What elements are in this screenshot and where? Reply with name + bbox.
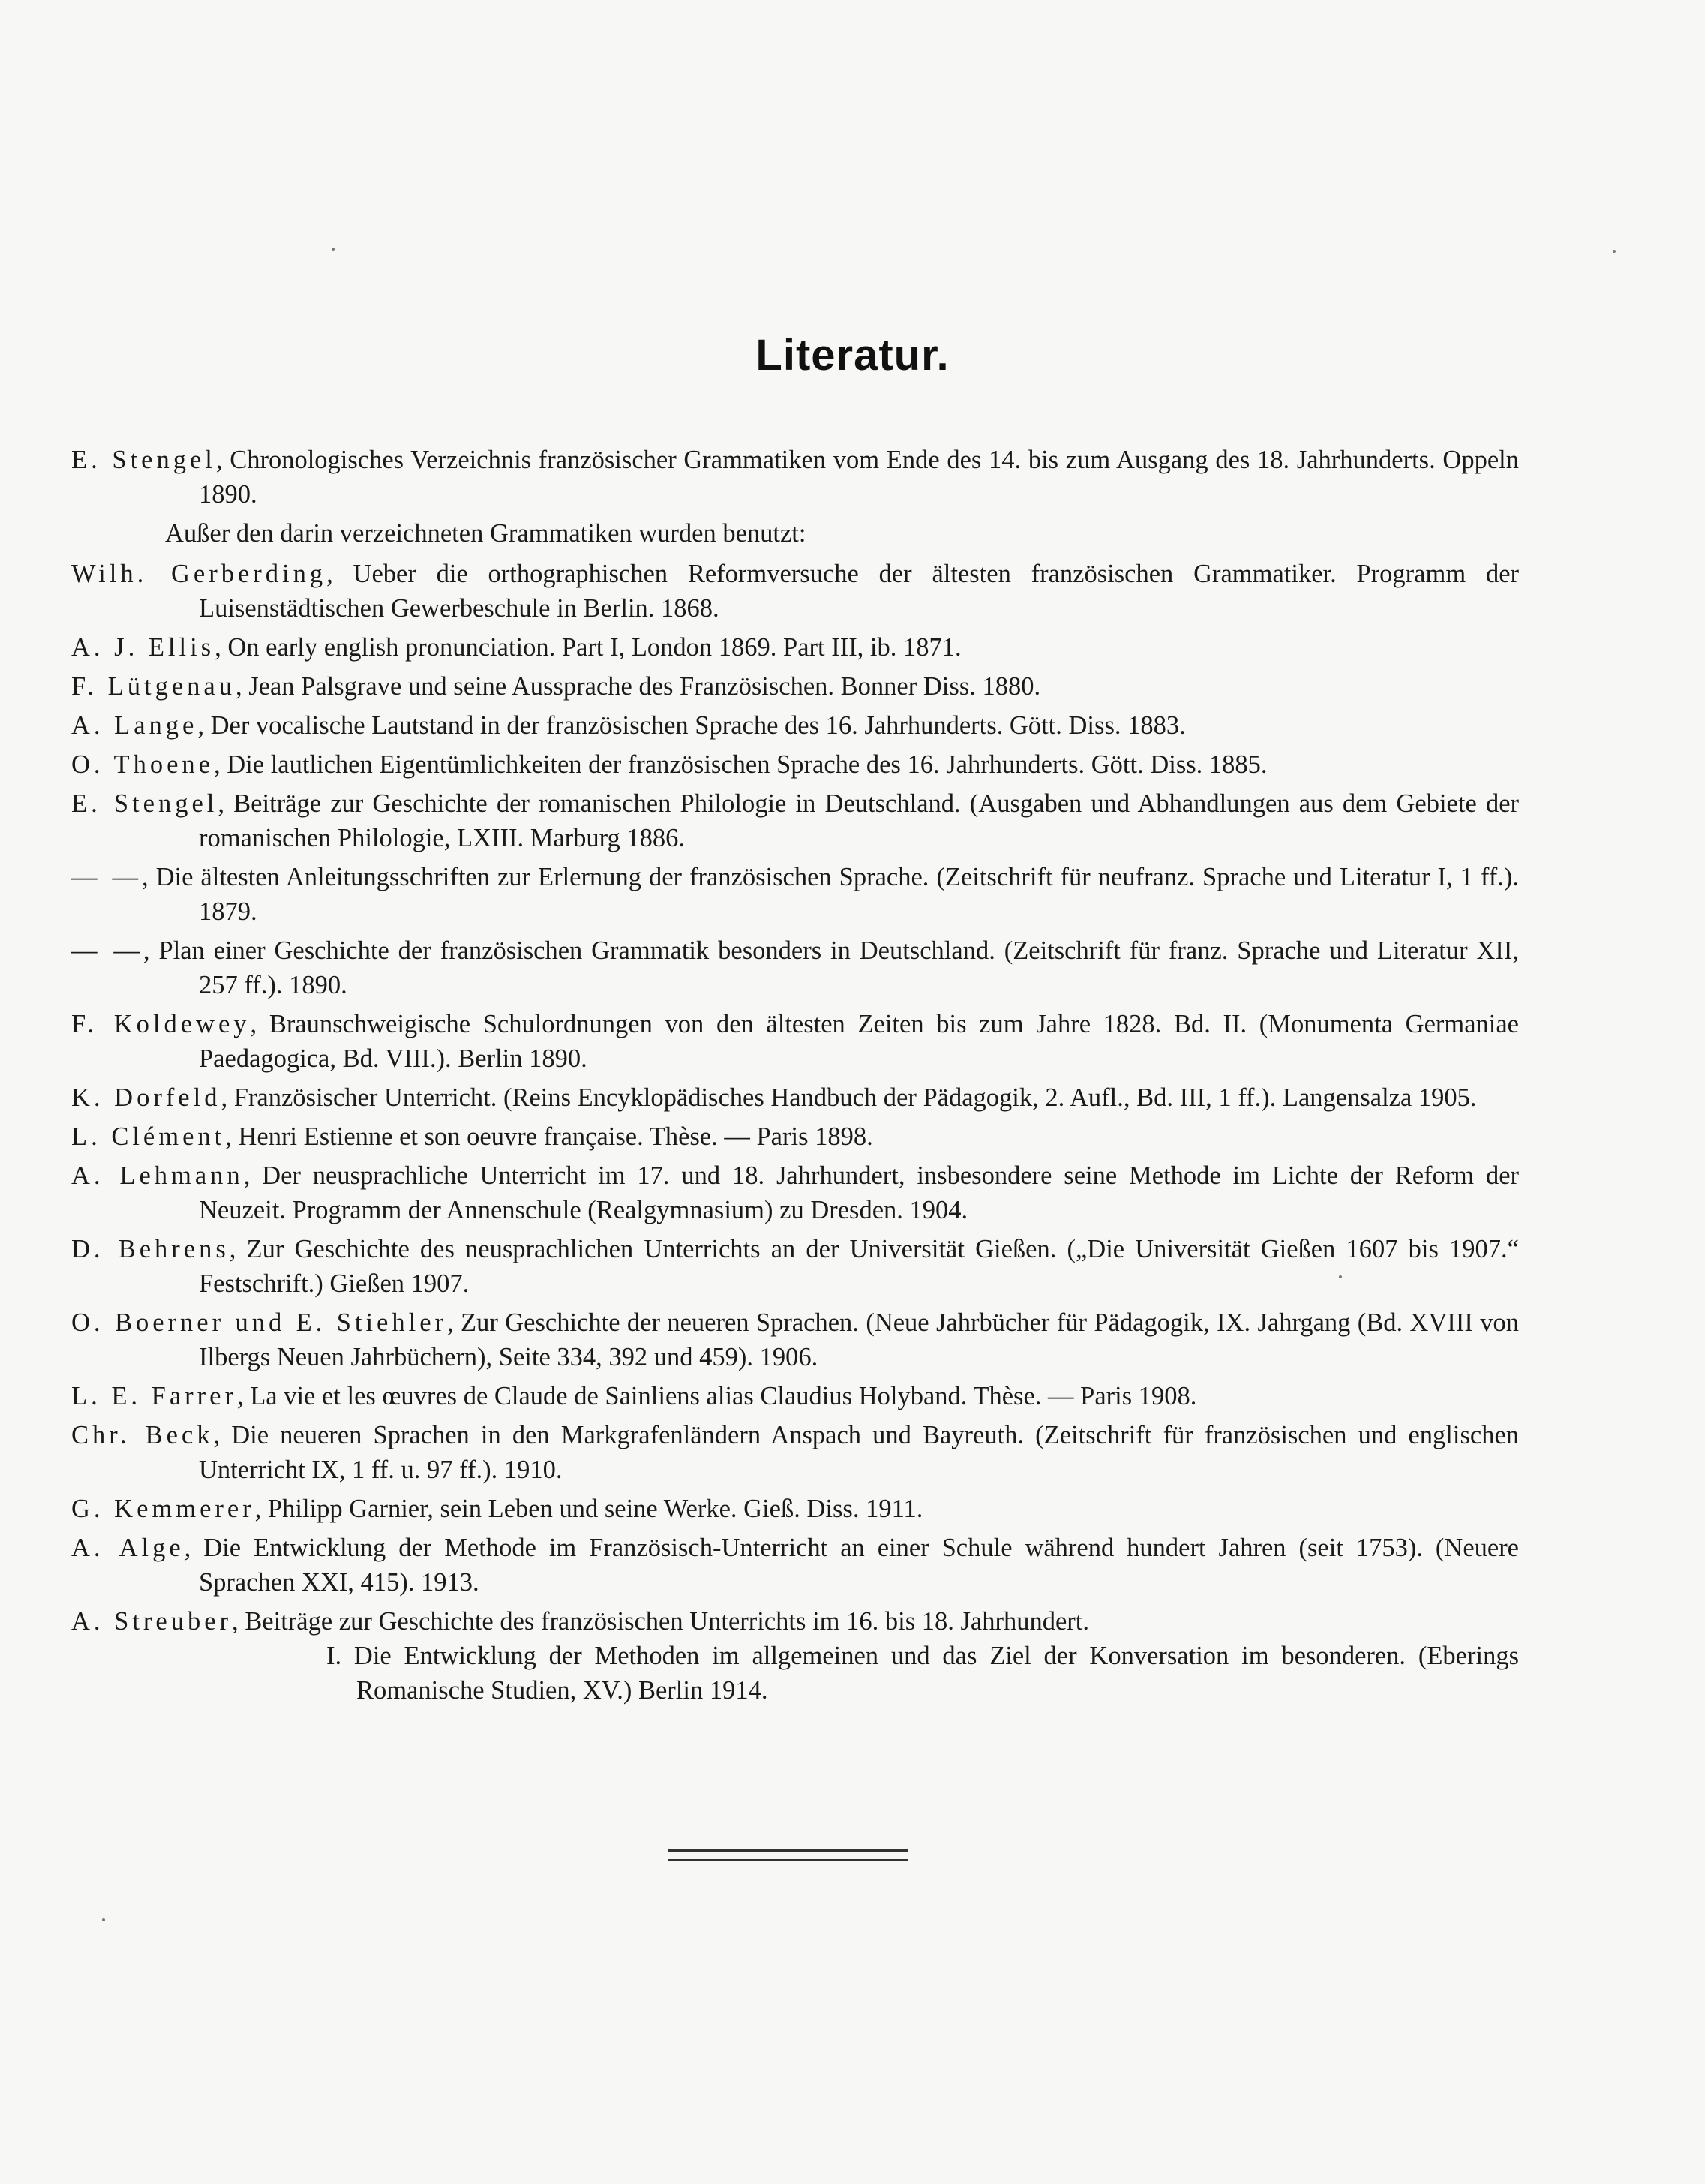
bibliography-entry — [71, 786, 1519, 855]
paper-speck — [102, 1918, 105, 1921]
entry-text: , Französischer Unterricht. (Reins Encyklopädisches Handbuch der Pädagogik, 2. Aufl., Bd. III, 1 ff.). Langensalza 1905. — [221, 1083, 1477, 1112]
entry-author: A. J. Ellis — [71, 633, 215, 662]
entry-text: , Philipp Garnier, sein Leben und seine Werke. Gieß. Diss. 1911. — [254, 1495, 923, 1523]
bibliography-entry — [71, 1418, 1519, 1487]
bibliography-entry — [71, 1492, 1519, 1526]
entry-text: , Die lautlichen Eigentümlichkeiten der französischen Sprache des 16. Jahrhunderts. Gött. Diss. 1885. — [214, 750, 1268, 779]
entry-text: , Die ältesten Anleitungsschriften zur Erlernung der französischen Sprache. (Zeitschrift für neufranz. Sprache und Literatur I, 1 ff.). 1879. — [142, 863, 1519, 926]
entry-author: D. Behrens — [71, 1235, 230, 1263]
entry-author: — — — [71, 863, 142, 891]
bibliography-entry — [71, 1604, 1519, 1708]
entry-text: , Zur Geschichte der neueren Sprachen. (Neue Jahrbücher für Pädagogik, IX. Jahrgang (Bd. XVIII von Ilbergs Neuen Jahrbüchern), Seite 334, 392 und 459). 1906. — [199, 1308, 1519, 1371]
entry-author: E. Stengel — [71, 789, 218, 818]
entry-text: , Chronologisches Verzeichnis französischer Grammatiken vom Ende des 14. bis zum Ausgang des 18. Jahrhunderts. Oppeln 1890. — [199, 446, 1519, 509]
entry-author: A. Lange — [71, 711, 198, 740]
entry-text: , La vie et les œuvres de Claude de Sainliens alias Claudius Holyband. Thèse. — Paris 1908. — [236, 1382, 1197, 1410]
bibliography-entry — [71, 1305, 1519, 1374]
bibliography-entry — [71, 557, 1519, 626]
entry-author: A. Streuber — [71, 1607, 233, 1636]
bibliography-entry — [71, 1379, 1519, 1413]
bibliography-entry — [71, 1232, 1519, 1301]
bibliography-entry — [71, 1531, 1519, 1600]
paper-speck — [1339, 1275, 1342, 1278]
entry-text: , Beiträge zur Geschichte des französischen Unterrichts im 16. bis 18. Jahrhundert. — [232, 1607, 1089, 1636]
entry-author: — — — [71, 936, 143, 965]
entry-author: L. E. Farrer — [71, 1382, 237, 1410]
entry-text: , On early english pronunciation. Part I, London 1869. Part III, ib. 1871. — [215, 633, 962, 662]
entry-author: K. Dorfeld — [71, 1083, 221, 1112]
bibliography-entry — [71, 708, 1519, 743]
bibliography-entry — [71, 1119, 1519, 1154]
entry-author: O. Thoene — [71, 750, 214, 779]
entry-author: Wilh. Gerberding — [71, 560, 327, 588]
entry-subitem: I. Die Entwicklung der Methoden im allgemeinen und das Ziel der Konversation im besonderen. (Eberings Romanische Studien, XV.) Berlin 1914. — [326, 1642, 1519, 1705]
entry-author: E. Stengel — [71, 446, 216, 474]
entry-author: F. Lütgenau — [71, 672, 236, 701]
entry-text: , Der vocalische Lautstand in der französischen Sprache des 16. Jahrhunderts. Gött. Diss. 1883. — [197, 711, 1186, 740]
entry-author: O. Boerner und E. Stiehler — [71, 1308, 448, 1337]
entry-text: , Plan einer Geschichte der französischen Grammatik besonders in Deutschland. (Zeitschrift für franz. Sprache und Literatur XII, 257 ff.). 1890. — [143, 936, 1520, 999]
page-title: Literatur. — [755, 331, 950, 380]
bibliography-entry — [71, 860, 1519, 929]
entry-text: , Jean Palsgrave und seine Aussprache des Französischen. Bonner Diss. 1880. — [235, 672, 1041, 701]
entry-text: , Ueber die orthographischen Reformversuche der ältesten französischen Grammatiker. Programm der Luisenstädtischen Gewerbeschule in Berlin. 1868. — [199, 560, 1519, 623]
entry-author: A. Lehmann — [71, 1161, 244, 1190]
entry-text: , Braunschweigische Schulordnungen von den ältesten Zeiten bis zum Jahre 1828. Bd. II. (Monumenta Germaniae Paedagogica, Bd. VIII.). Berlin 1890. — [199, 1010, 1519, 1073]
paper-speck — [332, 248, 335, 251]
closing-double-rule — [668, 1849, 908, 1861]
bibliography-entry — [71, 669, 1519, 704]
entry-author: A. Alge — [71, 1534, 185, 1562]
entry-author: L. Clément — [71, 1122, 226, 1151]
entry-text: , Die Entwicklung der Methode im Französisch-Unterricht an einer Schule während hundert Jahren (seit 1753). (Neuere Sprachen XXI, 415). 1913. — [184, 1534, 1519, 1597]
entry-author: G. Kemmerer — [71, 1495, 255, 1523]
bibliography-note: Außer den darin verzeichneten Grammatiken wurden benutzt: — [165, 519, 806, 548]
bibliography-entry — [71, 933, 1519, 1002]
entry-text: , Beiträge zur Geschichte der romanischen Philologie in Deutschland. (Ausgaben und Abhandlungen aus dem Gebiete der romanischen Philologie, LXIII. Marburg 1886. — [199, 789, 1519, 852]
entry-text: , Die neueren Sprachen in den Markgrafenländern Anspach und Bayreuth. (Zeitschrift für französischen und englischen Unterricht IX, 1 ff. u. 97 ff.). 1910. — [199, 1421, 1520, 1484]
bibliography-entry — [71, 747, 1519, 782]
bibliography-entry — [71, 630, 1519, 665]
bibliography-entry — [71, 1007, 1519, 1076]
bibliography-entry — [71, 443, 1519, 512]
entry-author: F. Koldewey — [71, 1010, 251, 1038]
paper-speck — [1613, 250, 1616, 253]
bibliography-list — [71, 443, 1519, 1712]
bibliography-entry — [71, 1158, 1519, 1227]
entry-text: , Henri Estienne et son oeuvre française. Thèse. — Paris 1898. — [225, 1122, 873, 1151]
entry-author: Chr. Beck — [71, 1421, 214, 1449]
bibliography-entry — [71, 1080, 1519, 1115]
entry-text: , Zur Geschichte des neusprachlichen Unterrichts an der Universität Gießen. („Die Universität Gießen 1607 bis 1907.“ Festschrift.) Gießen 1907. — [199, 1235, 1519, 1298]
entry-text: , Der neusprachliche Unterricht im 17. und 18. Jahrhundert, insbesondere seine Methode im Lichte der Reform der Neuzeit. Programm der Annenschule (Realgymnasium) zu Dresden. 1904. — [199, 1161, 1519, 1224]
